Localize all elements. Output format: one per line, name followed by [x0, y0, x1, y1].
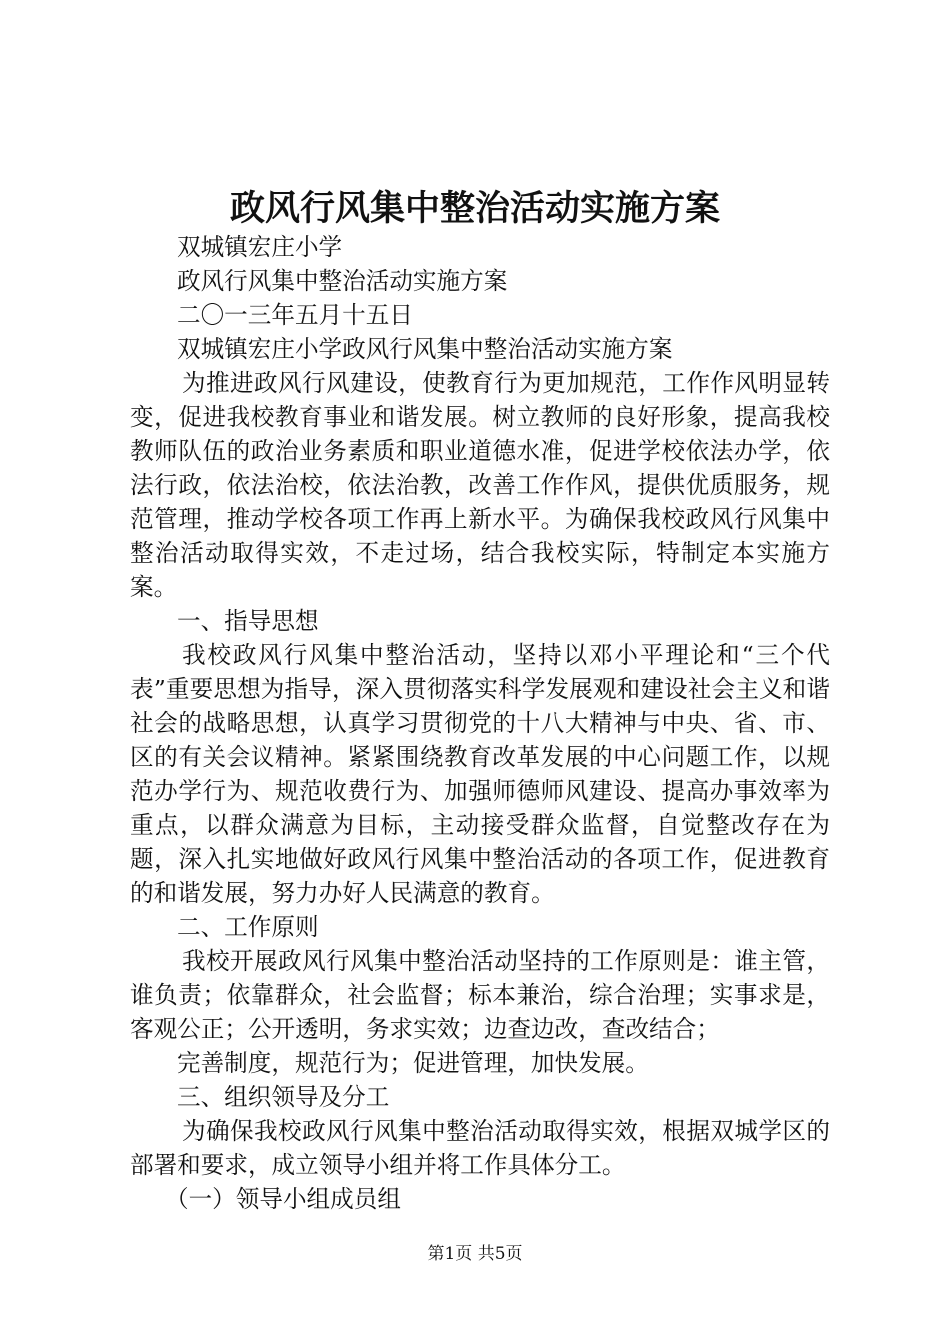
document-body: [130, 230, 830, 1216]
section-paragraph: 为确保我校政风行风集中整治活动取得实效，根据双城学区的部署和要求，成立领导小组并将工作具体分工。: [130, 1117, 830, 1179]
page-footer: 第1页 共5页: [427, 1244, 523, 1264]
section-paragraph: 我校开展政风行风集中整治活动坚持的工作原则是：谁主管，谁负责；依靠群众，社会监督；标本兼治，综合治理；实事求是，客观公正；公开透明，务求实效；边查边改，查改结合；: [130, 947, 830, 1043]
section-heading: 二、工作原则: [177, 913, 319, 941]
plan-full-title: 双城镇宏庄小学政风行风集中整治活动实施方案: [177, 335, 673, 363]
document-title: 政风行风集中整治活动实施方案: [229, 188, 720, 229]
subsection-heading: （一）领导小组成员组: [165, 1185, 401, 1213]
intro-paragraph: 为推进政风行风建设，使教育行为更加规范，工作作风明显转变，促进我校教育事业和谐发展。树立教师的良好形象，提高我校教师队伍的政治业务素质和职业道德水准，促进学校依法办学，依法行政，依法治校，依法治教，改善工作作风，提供优质服务，规范管理，推动学校各项工作再上新水平。为确保我校政风行风集中整治活动取得实效，不走过场，结合我校实际，特制定本实施方案。: [130, 369, 830, 601]
section-paragraph: 我校政风行风集中整治活动，坚持以邓小平理论和“三个代表”重要思想为指导，深入贯彻落实科学发展观和建设社会主义和谐社会的战略思想，认真学习贯彻党的十八大精神与中央、省、市、区的有关会议精神。紧紧围绕教育改革发展的中心问题工作，以规范办学行为、规范收费行为、加强师德师风建设、提高办事效率为重点，以群众满意为目标，主动接受群众监督，自觉整改存在为题，深入扎实地做好政风行风集中整治活动的各项工作，促进教育的和谐发展，努力办好人民满意的教育。: [130, 641, 830, 907]
plan-date: 二〇一三年五月十五日: [177, 301, 413, 329]
section-heading: 一、指导思想: [177, 607, 319, 635]
school-name: 双城镇宏庄小学: [177, 233, 343, 261]
section-paragraph: 完善制度，规范行为；促进管理，加快发展。: [177, 1049, 649, 1077]
plan-subtitle: 政风行风集中整治活动实施方案: [177, 267, 508, 295]
section-heading: 三、组织领导及分工: [177, 1083, 390, 1111]
